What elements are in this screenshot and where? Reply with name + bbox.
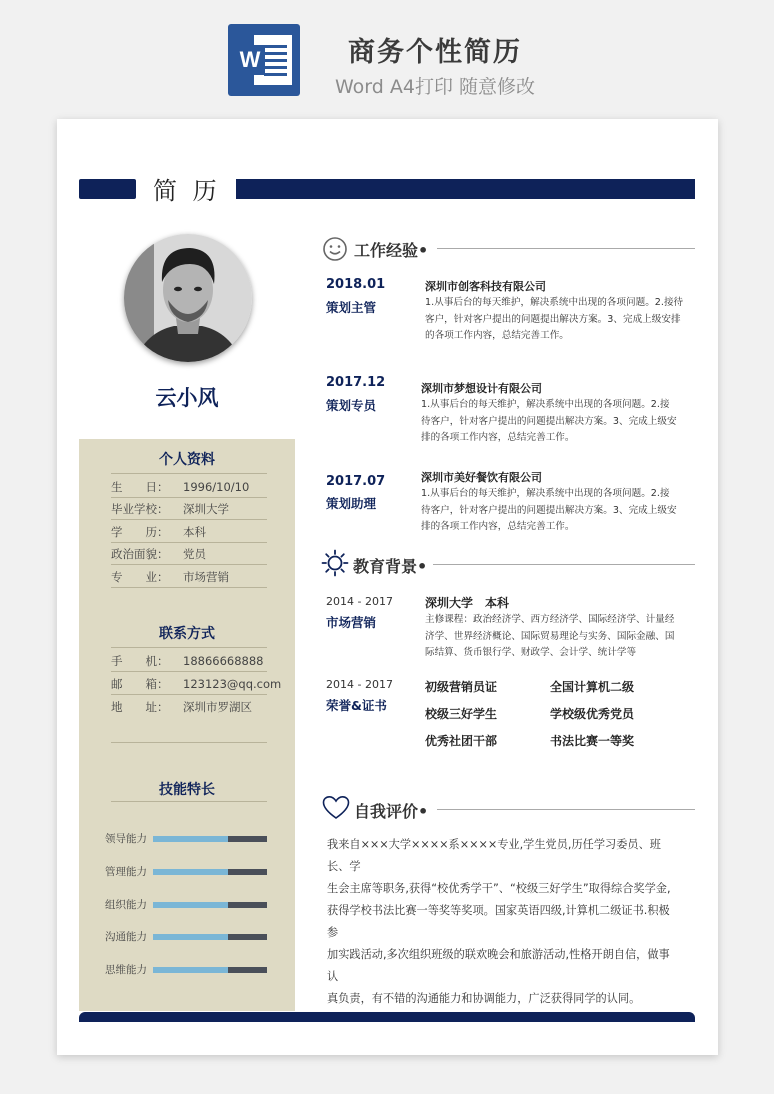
banner-title: 简 历	[153, 177, 221, 205]
sidebar-panel	[79, 439, 295, 1011]
job-date: 2017.12	[326, 375, 386, 390]
section-rule	[437, 248, 695, 249]
divider	[111, 694, 267, 695]
self-evaluation-text	[327, 834, 679, 1010]
desc-line: 排的各项工作内容，总结完善工作。	[421, 521, 575, 532]
skill-bar-track	[153, 902, 267, 908]
job-description	[425, 295, 683, 345]
course-line: 济学、世界经济概论、国际贸易理论与实务、国际金融、国	[425, 630, 675, 642]
skill-row	[105, 864, 275, 880]
skill-bar-fill	[153, 934, 228, 940]
info-value: 深圳大学	[183, 502, 229, 516]
info-value: 本科	[183, 525, 206, 539]
skill-bar-fill	[153, 902, 228, 908]
bio-line: 获得学校书法比赛一等奖等奖项。国家英语四级,计算机二级证书.积极参	[327, 904, 670, 939]
desc-line: 1.从事后台的每天维护，解决系统中出现的各项问题。2.接	[421, 488, 670, 499]
work-section-title: 工作经验•	[354, 241, 429, 260]
skill-bar-track	[153, 869, 267, 875]
divider	[111, 801, 267, 802]
info-label: 生 日：	[111, 480, 169, 494]
info-label: 毕业学校：	[111, 502, 169, 516]
job-role: 策划专员	[326, 398, 377, 413]
skill-label: 沟通能力	[105, 931, 147, 943]
job-role: 策划助理	[326, 496, 377, 511]
section-rule	[437, 809, 695, 810]
course-line: 际结算、货币银行学、财政学、会计学、统计学等	[425, 647, 637, 658]
desc-line: 待客户，针对客户提出的问题提出解决方案。3、完成上级安	[421, 504, 677, 516]
education-school: 深圳大学 本科	[425, 596, 510, 610]
info-row-major	[111, 569, 291, 585]
job-description	[421, 486, 677, 536]
contact-heading: 联系方式	[159, 626, 215, 642]
contact-row-phone	[111, 653, 291, 669]
section-rule	[433, 564, 695, 565]
bio-line: 真负责，有不错的沟通能力和协调能力，广泛获得同学的认同。	[327, 992, 641, 1005]
contact-label: 手 机：	[111, 654, 169, 668]
divider	[111, 542, 267, 543]
skill-label: 思维能力	[105, 964, 147, 976]
sun-icon	[321, 549, 349, 577]
course-line: 主修课程：政治经济学、西方经济学、国际经济学、计量经	[425, 614, 675, 625]
self-eval-section-title: 自我评价•	[354, 802, 429, 821]
education-major: 市场营销	[326, 615, 377, 630]
page-subtitle: Word A4打印 随意修改	[334, 76, 535, 98]
skill-bar-fill	[153, 869, 228, 875]
skill-bar-fill	[153, 836, 228, 842]
skill-bar-fill	[153, 967, 228, 973]
skill-label: 组织能力	[105, 899, 147, 911]
education-section-title: 教育背景•	[353, 557, 428, 576]
skill-row	[105, 962, 275, 978]
divider	[111, 587, 267, 588]
award-item: 学校级优秀党员	[550, 707, 635, 721]
job-description	[421, 397, 677, 447]
contact-value: 18866668888	[183, 654, 264, 668]
desc-line: 排的各项工作内容，总结完善工作。	[421, 432, 575, 443]
award-item: 优秀社团干部	[425, 734, 498, 748]
divider	[111, 519, 267, 520]
page-title: 商务个性简历	[348, 37, 522, 68]
candidate-name: 云小风	[155, 386, 219, 410]
skill-row	[105, 897, 275, 913]
desc-line: 1.从事后台的每天维护，解决系统中出现的各项问题。2.接	[421, 399, 670, 410]
award-item: 全国计算机二级	[550, 680, 635, 694]
desc-line: 客户，针对客户提出的问题提出解决方案。3、完成上级安排	[425, 313, 681, 325]
desc-line: 待客户，针对客户提出的问题提出解决方案。3、完成上级安	[421, 415, 677, 427]
divider	[111, 564, 267, 565]
education-courses	[425, 612, 674, 662]
info-label: 专 业：	[111, 570, 169, 584]
heart-icon	[322, 795, 350, 821]
job-company: 深圳市梦想设计有限公司	[421, 382, 542, 395]
contact-label: 地 址：	[111, 700, 169, 714]
job-date: 2017.07	[326, 474, 386, 489]
banner-left-bar	[79, 179, 136, 199]
skill-row	[105, 929, 275, 945]
resume-paper	[57, 119, 718, 1055]
info-label: 学 历：	[111, 525, 169, 539]
divider	[111, 647, 267, 648]
info-row-birthday	[111, 479, 291, 495]
divider	[111, 742, 267, 743]
footer-bar	[79, 1012, 695, 1022]
info-row-political	[111, 546, 291, 562]
job-role: 策划主管	[326, 300, 377, 315]
info-row-school	[111, 501, 291, 517]
job-company: 深圳市美好餐饮有限公司	[421, 471, 542, 484]
info-value: 党员	[183, 547, 206, 561]
word-letter: W	[235, 45, 265, 75]
divider	[111, 473, 267, 474]
smiley-icon	[322, 236, 348, 262]
job-company: 深圳市创客科技有限公司	[425, 280, 546, 293]
contact-label: 邮 箱：	[111, 677, 169, 691]
skill-bar-track	[153, 836, 267, 842]
info-value: 市场营销	[183, 570, 229, 584]
skill-bar-track	[153, 934, 267, 940]
personal-info-heading: 个人资料	[159, 452, 215, 468]
contact-row-address	[111, 699, 291, 715]
contact-value: 深圳市罗湖区	[183, 700, 252, 714]
divider	[111, 671, 267, 672]
job-date: 2018.01	[326, 277, 386, 292]
award-item: 初级营销员证	[425, 680, 498, 694]
award-item: 书法比赛一等奖	[550, 734, 635, 748]
contact-value: 123123@qq.com	[183, 677, 282, 691]
award-item: 校级三好学生	[425, 707, 498, 721]
skill-label: 管理能力	[105, 866, 147, 878]
bio-line: 生会主席等职务,获得“校优秀学干”、“校级三好学生”取得综合奖学金,	[327, 882, 671, 895]
avatar	[124, 234, 252, 362]
desc-line: 的各项工作内容，总结完善工作。	[425, 330, 569, 341]
banner-right-bar	[236, 179, 695, 199]
education-date: 2014 - 2017	[326, 595, 393, 608]
bio-line: 加实践活动,多次组织班级的联欢晚会和旅游活动,性格开朗自信，做事认	[327, 948, 670, 983]
info-value: 1996/10/10	[183, 480, 250, 494]
honors-label: 荣誉&证书	[326, 698, 387, 713]
word-app-icon	[228, 24, 300, 96]
desc-line: 1.从事后台的每天维护，解决系统中出现的各项问题。2.接待	[425, 297, 684, 308]
bio-line: 我来自×××大学××××系××××专业,学生党员,历任学习委员、班长、学	[327, 838, 661, 873]
avatar-photo-icon	[124, 234, 252, 362]
contact-row-email	[111, 676, 291, 692]
honors-date: 2014 - 2017	[326, 678, 393, 691]
info-row-education	[111, 524, 291, 540]
divider	[111, 497, 267, 498]
skill-bar-track	[153, 967, 267, 973]
skills-heading: 技能特长	[159, 782, 215, 798]
skill-row	[105, 831, 275, 847]
skill-label: 领导能力	[105, 833, 147, 845]
info-label: 政治面貌：	[111, 547, 169, 561]
